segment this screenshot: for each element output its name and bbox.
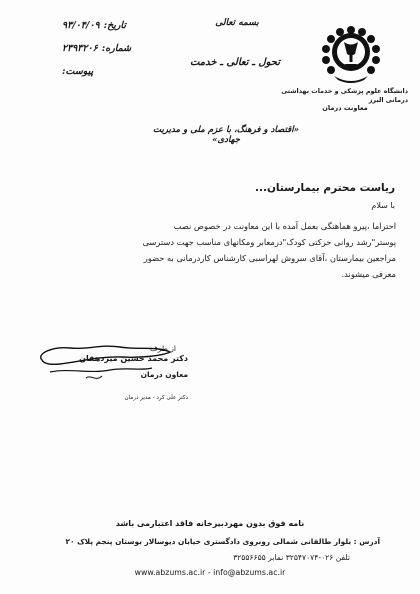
website-email: www.abzums.ac.ir - info@abzums.ac.ir (134, 568, 286, 577)
phone-fax: تلفن ۰۲۶-۳۲۵۴۷۰۷۴ نمابر ۳۲۵۵۶۶۵۵ (233, 553, 350, 562)
letter-meta (62, 14, 182, 83)
signatory-title: معاون درمان (140, 370, 188, 379)
validity-notice: نامه فوق بدون مهردبیرخانه فاقد اعتبارمی باشد (115, 519, 305, 528)
body-line: پوستر"رشد روانی حرکتی کودک"درمعابر ومکانهای مناسب جهت دسترسی (142, 237, 396, 247)
university-logo (314, 20, 388, 86)
number-value: ۲۳۹۳۲۰۶ (62, 43, 98, 54)
university-name: دانشگاه علوم پزشکی و خدمات بهداشتی درمانی البرز (281, 87, 408, 104)
body-line: مراجعین بیمارستان ،آقای سروش لهراسبی کارشناس کاردرمانی به حضور (143, 253, 396, 263)
body-line: معرفی میشوند. (341, 269, 396, 279)
number-label: شماره: (101, 43, 132, 54)
greeting: با سلام (371, 201, 395, 210)
year-slogan: «اقتصاد و فرهنگ، با عزم ملی و مدیریت جهادی» (153, 125, 299, 145)
university-deputy: معاونت درمان (322, 104, 368, 112)
cc-line: دکتر علی کرد - مدیر درمان (124, 395, 188, 401)
letter-body (58, 218, 396, 282)
date-row (62, 14, 182, 37)
attachment-row (62, 60, 182, 83)
body-line: احتراما ،پیرو هماهنگی بعمل آمده با این معاونت در خصوص نصب (173, 221, 396, 231)
date-value: ۹۳/۰۴/۰۹ (62, 20, 100, 31)
date-label: تاریخ: (103, 20, 126, 31)
motto: تحول ـ تعالی ـ خدمت (189, 57, 281, 68)
number-row (62, 37, 182, 60)
bismillah: بسمه تعالی (215, 18, 259, 28)
handwritten-signature (30, 338, 180, 388)
recipient-line: ریاست محترم بیمارستان... (254, 182, 395, 194)
address: آدرس : بلوار طالقانی شمالی روبروی دادگستری خیابان دیوسالار بوستان پنجم پلاک ۲۰ (65, 537, 380, 546)
signatory-name: دکتر محمد حسین میردهقان (79, 354, 188, 363)
on-behalf-label: از طرف (150, 344, 176, 353)
attachment-label: پیوست: (62, 66, 94, 77)
